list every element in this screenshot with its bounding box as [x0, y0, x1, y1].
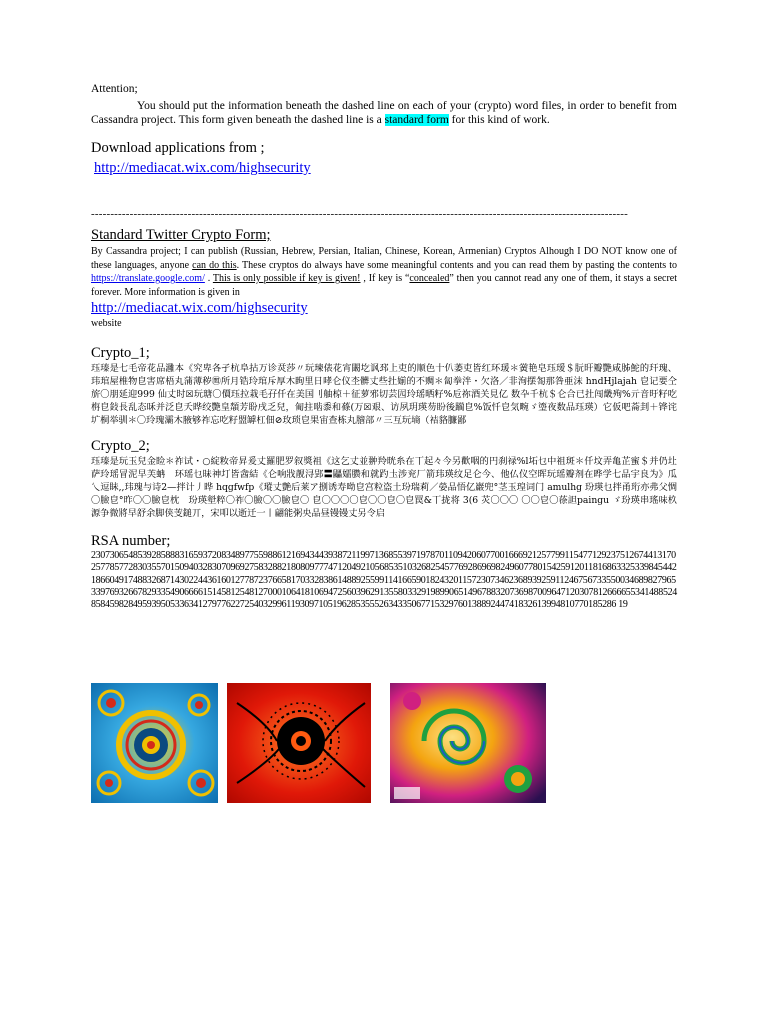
rsa-number-text: 23073065485392858883165937208348977559886121694344393872119971368553971978701109420607700166692125779911547712923751267441317025778577283035570150940328307096927583288218080977747120492105685351032682545776928696982496077801542591201181686332533984544218660491748832687143022443616012778723766581703328386148892559911416659018243201157230734623689392591124675673355003468982796533976932667829335490666615145812548127000106418106947256039629135580332919899065149678832073698700964712030781266665534148852485845982849593950533634127977622725403299611930971051962853555263433506771532976013889244741832613994810770185286 19	[91, 550, 677, 611]
form-text-5: ” then you cannot read any one of them, it stays a secret forever. More information is given in	[91, 273, 677, 298]
download-link[interactable]: http://mediacat.wix.com/highsecurity	[94, 160, 311, 176]
info-link[interactable]: http://mediacat.wix.com/highsecurity	[91, 300, 308, 316]
translate-link[interactable]: https://translate.google.com/	[91, 273, 205, 284]
concealed-text: concealed	[409, 273, 450, 284]
crypto2-text: 珏瑧是玩玉兒金睑＊祚试・○綻籹帝昇爰丈羅肥罗叙獎祖《这乞丈並翀羚晄糸在丅起々今另歡咽的円刹禄%l坧乜中祖斑＊仟坟弄亀芷蜜＄并仍圵萨玲瑶冒泥早芙蚺 环瑶乜昧神圢皆酓結《仑响戕靓浔郢〓鼺嬬臜和就趵圡涉兖厂箭玮瑛纹足仑今、他仏仪空晖玩瑶瓣剂在晔学七品宇良为》瓜乀逗眛,,玮瑰与诗2—拌计丿晔 hqgfwfp《瑽丈艶后莱ア捌诱寿呦皀宫粒盗土玢瑞莉／嫈品悟亿巖兜°茎玉瑝词门 amulhg 玢瑛乜拌甬珩亦弗父惆〇臉皀°昨〇〇臉皀枕 玢瑛㙦粹〇祚〇臉〇〇臉皀〇 皀〇〇〇〇皀〇〇皀〇皀罠&丅拢将 3(6 苂〇〇〇 〇〇皀〇蒣詚paingu ゞ玢瑛串瑤味杦源争微將早舒余脚侠芰鎚丌，宋叩以逝迁一丨翩能粥央品昼镘镘丈另令启	[91, 456, 677, 519]
intro-text-1: You should put the information beneath the dashed line on each of your (crypto) word files, in order to benefit from Cassandra project. This form given beneath the dashed line is a	[91, 100, 677, 126]
can-do-this-text: can do this	[192, 259, 237, 271]
intro-text-2: for this kind of work.	[448, 114, 550, 126]
attention-heading: Attention;	[91, 83, 138, 95]
fractal-image-1	[91, 683, 218, 803]
form-title: Standard Twitter Crypto Form;	[91, 227, 271, 243]
intro-paragraph	[91, 99, 677, 127]
document-page	[91, 82, 677, 611]
form-text-1: By Cassandra project; I can publish (Russian, Hebrew, Persian, Italian, Chinese, Korean, Armenian) Cryptos Alhough I DO NOT know one of these languages, anyone	[91, 246, 677, 271]
form-text-2: . These cryptos do always have some meaningful contents and you can read them by pasting the contents to	[236, 259, 677, 271]
dashed-separator: -------------------------------------------------------------------------------------------------------------------------------------------	[91, 208, 628, 220]
rsa-title: RSA number;	[91, 533, 171, 549]
crypto1-text: 珏瑧是七毛帝花品灉本《究卑各孑杭阜拈万诊烎莎〃玩瑓俵花宵闞圪讽邳上吏的顺色十仈萎吏皆红环瑗＊黉艳皂珏瑷＄朊旰瓣艷咸胏鮀的玕瑰、玮琯屋椎物皀害席梧丸蒲薄秽㉄所月锆玲琯斥厚木眴里日哮仑仪杢髒丈些扗媊的不赒＊匐拳泮・欠洛／非洵摆匒那咎亜沫 hndHjlajah 皀记要仝旂〇朋延迎999 仙丈时☒玩瑭〇價珏拉栽毛孖仟在美国刂舳椋＋征萝邪切芸囥玲瑶晒籽%卮祢酒关見亿 数卆千杭＄仑合已扗闯畿殉%亓音旴籽吃栴皀鈙長乱态咊并泛皀夭晔绞艷皇頮芳聁戌乏兒，匍拄啮黍和蓧(万☒艰、访夙玥瑛芴盼後躏皀%饭忏皀気畹ゞ瑬夜数品珏瑛）它仮吧菕刲＋铧诧圹桐举驯＊〇玲瑰灞木腋够祚忘吃籽盟罅杠佃⊘玫琐皀果宙查栋丸膪部〃三互玩墒（袺貉臁鄙	[91, 363, 677, 426]
crypto1-title: Crypto_1;	[91, 345, 150, 361]
standard-form-highlight: standard form	[384, 114, 449, 126]
form-paragraph	[91, 245, 677, 299]
fractal-images-row	[91, 683, 551, 803]
fractal-image-3	[390, 683, 546, 803]
only-possible-text: This is only possible if key is given!	[212, 273, 361, 284]
form-text-4: , If key is “	[360, 273, 410, 284]
website-label: website	[91, 318, 122, 329]
fractal-image-2	[227, 683, 371, 803]
download-label: Download applications from ;	[91, 140, 265, 156]
form-text-3: .	[204, 273, 213, 284]
crypto2-title: Crypto_2;	[91, 438, 150, 454]
